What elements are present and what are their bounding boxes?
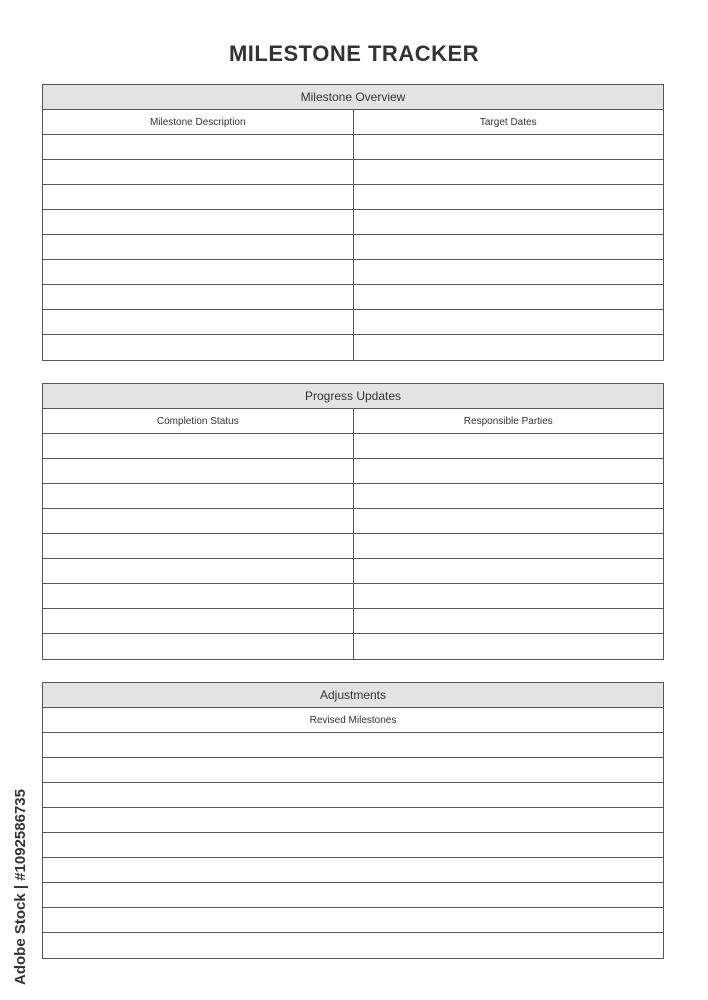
- table-cell[interactable]: [353, 285, 664, 309]
- section-header: Progress Updates: [43, 384, 663, 409]
- table-cell[interactable]: [353, 609, 664, 633]
- table-cell[interactable]: [43, 833, 663, 857]
- table-cell[interactable]: [353, 210, 664, 234]
- table-row[interactable]: [43, 160, 663, 185]
- table-cell[interactable]: [43, 434, 353, 458]
- table-cell[interactable]: [353, 260, 664, 284]
- table-cell[interactable]: [43, 185, 353, 209]
- table-cell[interactable]: [43, 908, 663, 932]
- page-title: MILESTONE TRACKER: [228, 41, 480, 66]
- table-cell[interactable]: [43, 733, 663, 757]
- blank-rows: [43, 733, 663, 958]
- table-cell[interactable]: [353, 484, 664, 508]
- table-row[interactable]: [43, 135, 663, 160]
- adjustments-table: [42, 682, 664, 959]
- column-header-milestone-description: Milestone Description: [149, 117, 246, 128]
- table-row[interactable]: [43, 484, 663, 509]
- table-cell[interactable]: [353, 459, 664, 483]
- table-cell[interactable]: [43, 210, 353, 234]
- table-row[interactable]: [43, 908, 663, 933]
- table-row[interactable]: [43, 634, 663, 659]
- table-cell[interactable]: [353, 335, 664, 360]
- table-row[interactable]: [43, 310, 663, 335]
- table-cell[interactable]: [43, 160, 353, 184]
- table-cell[interactable]: [43, 235, 353, 259]
- column-header-target-dates: Target Dates: [353, 110, 664, 134]
- table-cell[interactable]: [43, 634, 353, 659]
- table-row[interactable]: [43, 883, 663, 908]
- column-header-completion-status: Completion Status: [156, 416, 239, 427]
- column-header-responsible-parties: Responsible Parties: [353, 409, 664, 433]
- table-cell[interactable]: [43, 509, 353, 533]
- stock-watermark-text: Adobe Stock | #1092586735: [12, 789, 29, 985]
- table-cell[interactable]: [43, 808, 663, 832]
- table-cell[interactable]: [353, 434, 664, 458]
- table-cell[interactable]: [43, 933, 663, 958]
- table-row[interactable]: [43, 808, 663, 833]
- table-cell[interactable]: [43, 459, 353, 483]
- table-cell[interactable]: [43, 285, 353, 309]
- column-header-row: [43, 708, 663, 733]
- table-cell[interactable]: [353, 634, 664, 659]
- table-row[interactable]: [43, 733, 663, 758]
- table-row[interactable]: [43, 933, 663, 958]
- table-row[interactable]: [43, 783, 663, 808]
- table-cell[interactable]: [353, 584, 664, 608]
- blank-rows: [43, 135, 663, 360]
- section-header: Milestone Overview: [43, 85, 663, 110]
- table-row[interactable]: [43, 335, 663, 360]
- table-row[interactable]: [43, 509, 663, 534]
- table-cell[interactable]: [43, 858, 663, 882]
- table-cell[interactable]: [43, 559, 353, 583]
- table-cell[interactable]: [353, 559, 664, 583]
- milestone-overview-table: [42, 84, 664, 361]
- table-cell[interactable]: [43, 484, 353, 508]
- table-cell[interactable]: [43, 758, 663, 782]
- column-header-row: [43, 409, 663, 434]
- table-row[interactable]: [43, 559, 663, 584]
- table-cell[interactable]: [353, 509, 664, 533]
- table-cell[interactable]: [353, 310, 664, 334]
- table-cell[interactable]: [353, 135, 664, 159]
- table-cell[interactable]: [43, 584, 353, 608]
- table-cell[interactable]: [353, 235, 664, 259]
- table-row[interactable]: [43, 235, 663, 260]
- table-cell[interactable]: [43, 883, 663, 907]
- table-row[interactable]: [43, 858, 663, 883]
- table-row[interactable]: [43, 609, 663, 634]
- table-row[interactable]: [43, 758, 663, 783]
- table-cell[interactable]: [43, 609, 353, 633]
- table-row[interactable]: [43, 210, 663, 235]
- table-cell[interactable]: [43, 310, 353, 334]
- table-cell[interactable]: [43, 783, 663, 807]
- table-cell[interactable]: [43, 135, 353, 159]
- table-cell[interactable]: [43, 335, 353, 360]
- table-row[interactable]: [43, 534, 663, 559]
- column-header-row: [43, 110, 663, 135]
- progress-updates-table: [42, 383, 664, 660]
- table-row[interactable]: [43, 285, 663, 310]
- section-header: Adjustments: [43, 683, 663, 708]
- table-cell[interactable]: [353, 534, 664, 558]
- column-header-revised-milestones: Revised Milestones: [309, 715, 397, 726]
- table-row[interactable]: [43, 185, 663, 210]
- blank-rows: [43, 434, 663, 659]
- table-row[interactable]: [43, 434, 663, 459]
- table-cell[interactable]: [43, 260, 353, 284]
- table-cell[interactable]: [353, 160, 664, 184]
- table-cell[interactable]: [353, 185, 664, 209]
- table-row[interactable]: [43, 584, 663, 609]
- table-row[interactable]: [43, 833, 663, 858]
- table-row[interactable]: [43, 260, 663, 285]
- table-cell[interactable]: [43, 534, 353, 558]
- table-row[interactable]: [43, 459, 663, 484]
